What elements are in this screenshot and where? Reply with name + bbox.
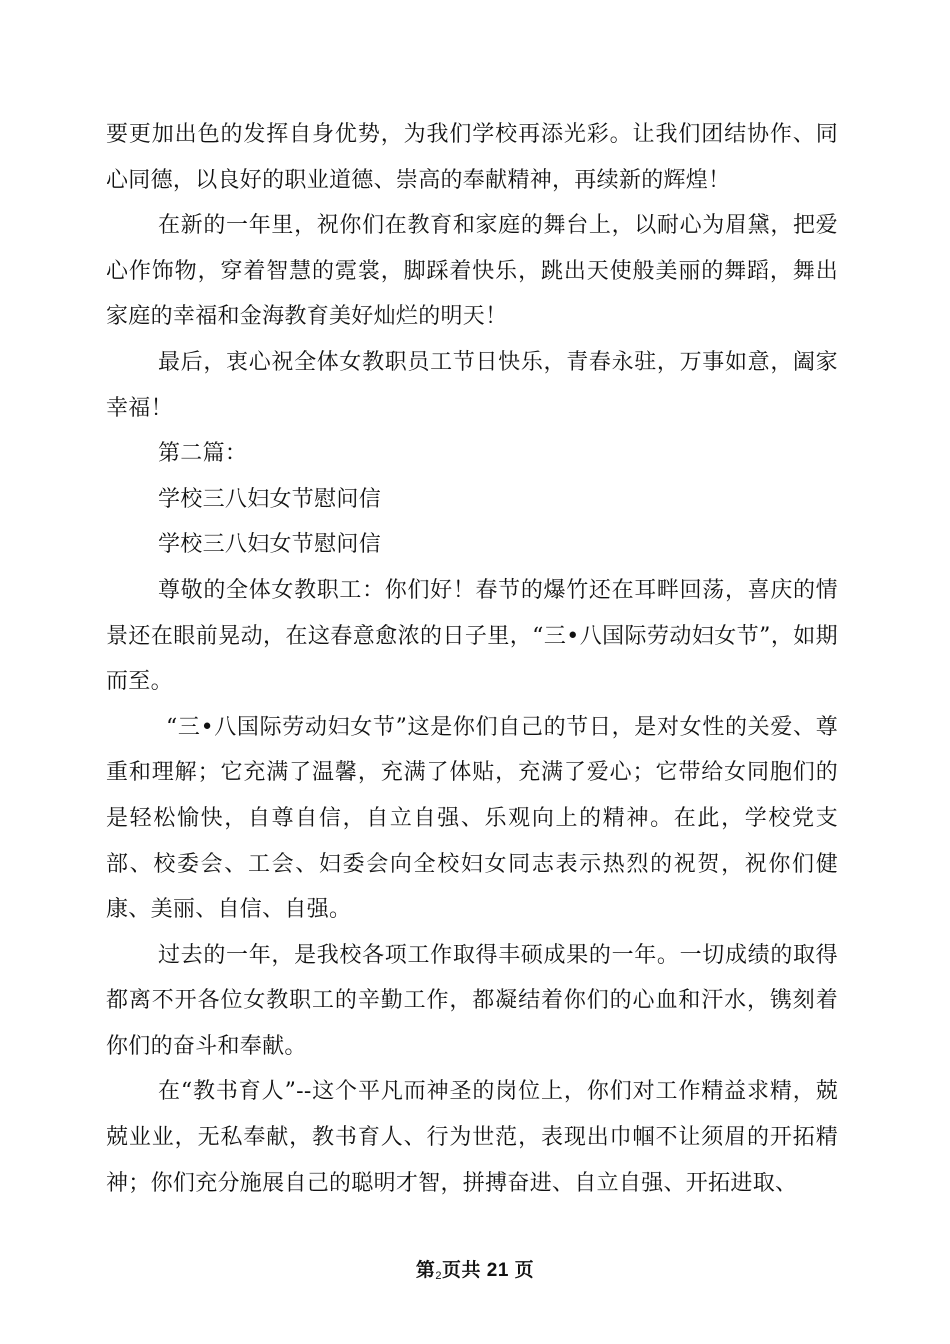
footer-current-page: 2 — [435, 1270, 442, 1282]
letter-title-repeat: 学校三八妇女节慰问信 — [158, 532, 382, 558]
document-body — [106, 112, 838, 1206]
letter-title: 学校三八妇女节慰问信 — [158, 486, 382, 512]
paragraph-festival-meaning: “三•八国际劳动妇女节”这是你们自己的节日，是对女性的关爱、尊重和理解；它充满了温馨，充满了体贴，充满了爱心；它带给女同胞们的是轻松愉快，自尊自信，自立自强、乐观向上的精神。在此，学校党支部、校委会、工会、妇委会向全校妇女同志表示热烈的祝贺，祝你们健康、美丽、自信、自强。 — [106, 714, 838, 923]
footer-suffix: 页共 21 页 — [441, 1260, 535, 1281]
footer-prefix: 第 — [415, 1260, 436, 1281]
paragraph-closing-wishes: 最后，衷心祝全体女教职员工节日快乐，青春永驻，万事如意，阖家幸福！ — [106, 349, 838, 421]
paragraph-continuation: 要更加出色的发挥自身优势，为我们学校再添光彩。让我们团结协作、同心同德，以良好的职业道德、崇高的奉献精神，再续新的辉煌！ — [106, 122, 838, 193]
page-footer — [0, 1255, 950, 1282]
paragraph-greeting: 尊敬的全体女教职工：你们好！春节的爆竹还在耳畔回荡，喜庆的情景还在眼前晃动，在这春意愈浓的日子里，“三•八国际劳动妇女节”，如期而至。 — [106, 577, 838, 695]
paragraph-teaching: 在“教书育人”--这个平凡而神圣的岗位上，你们对工作精益求精，兢兢业业，无私奉献，教书育人、行为世范，表现出巾帼不让须眉的开拓精神；你们充分施展自己的聪明才智，拼搏奋进、自立自强、开拓进取、 — [106, 1079, 838, 1196]
section-heading: 第二篇： — [158, 441, 248, 467]
paragraph-new-year-wishes: 在新的一年里，祝你们在教育和家庭的舞台上，以耐心为眉黛，把爱心作饰物，穿着智慧的霓裳，脚踩着快乐，跳出天使般美丽的舞蹈，舞出家庭的幸福和金海教育美好灿烂的明天！ — [106, 213, 838, 330]
paragraph-past-year: 过去的一年，是我校各项工作取得丰硕成果的一年。一切成绩的取得都离不开各位女教职工的辛勤工作，都凝结着你们的心血和汗水，镌刻着你们的奋斗和奉献。 — [106, 942, 838, 1059]
